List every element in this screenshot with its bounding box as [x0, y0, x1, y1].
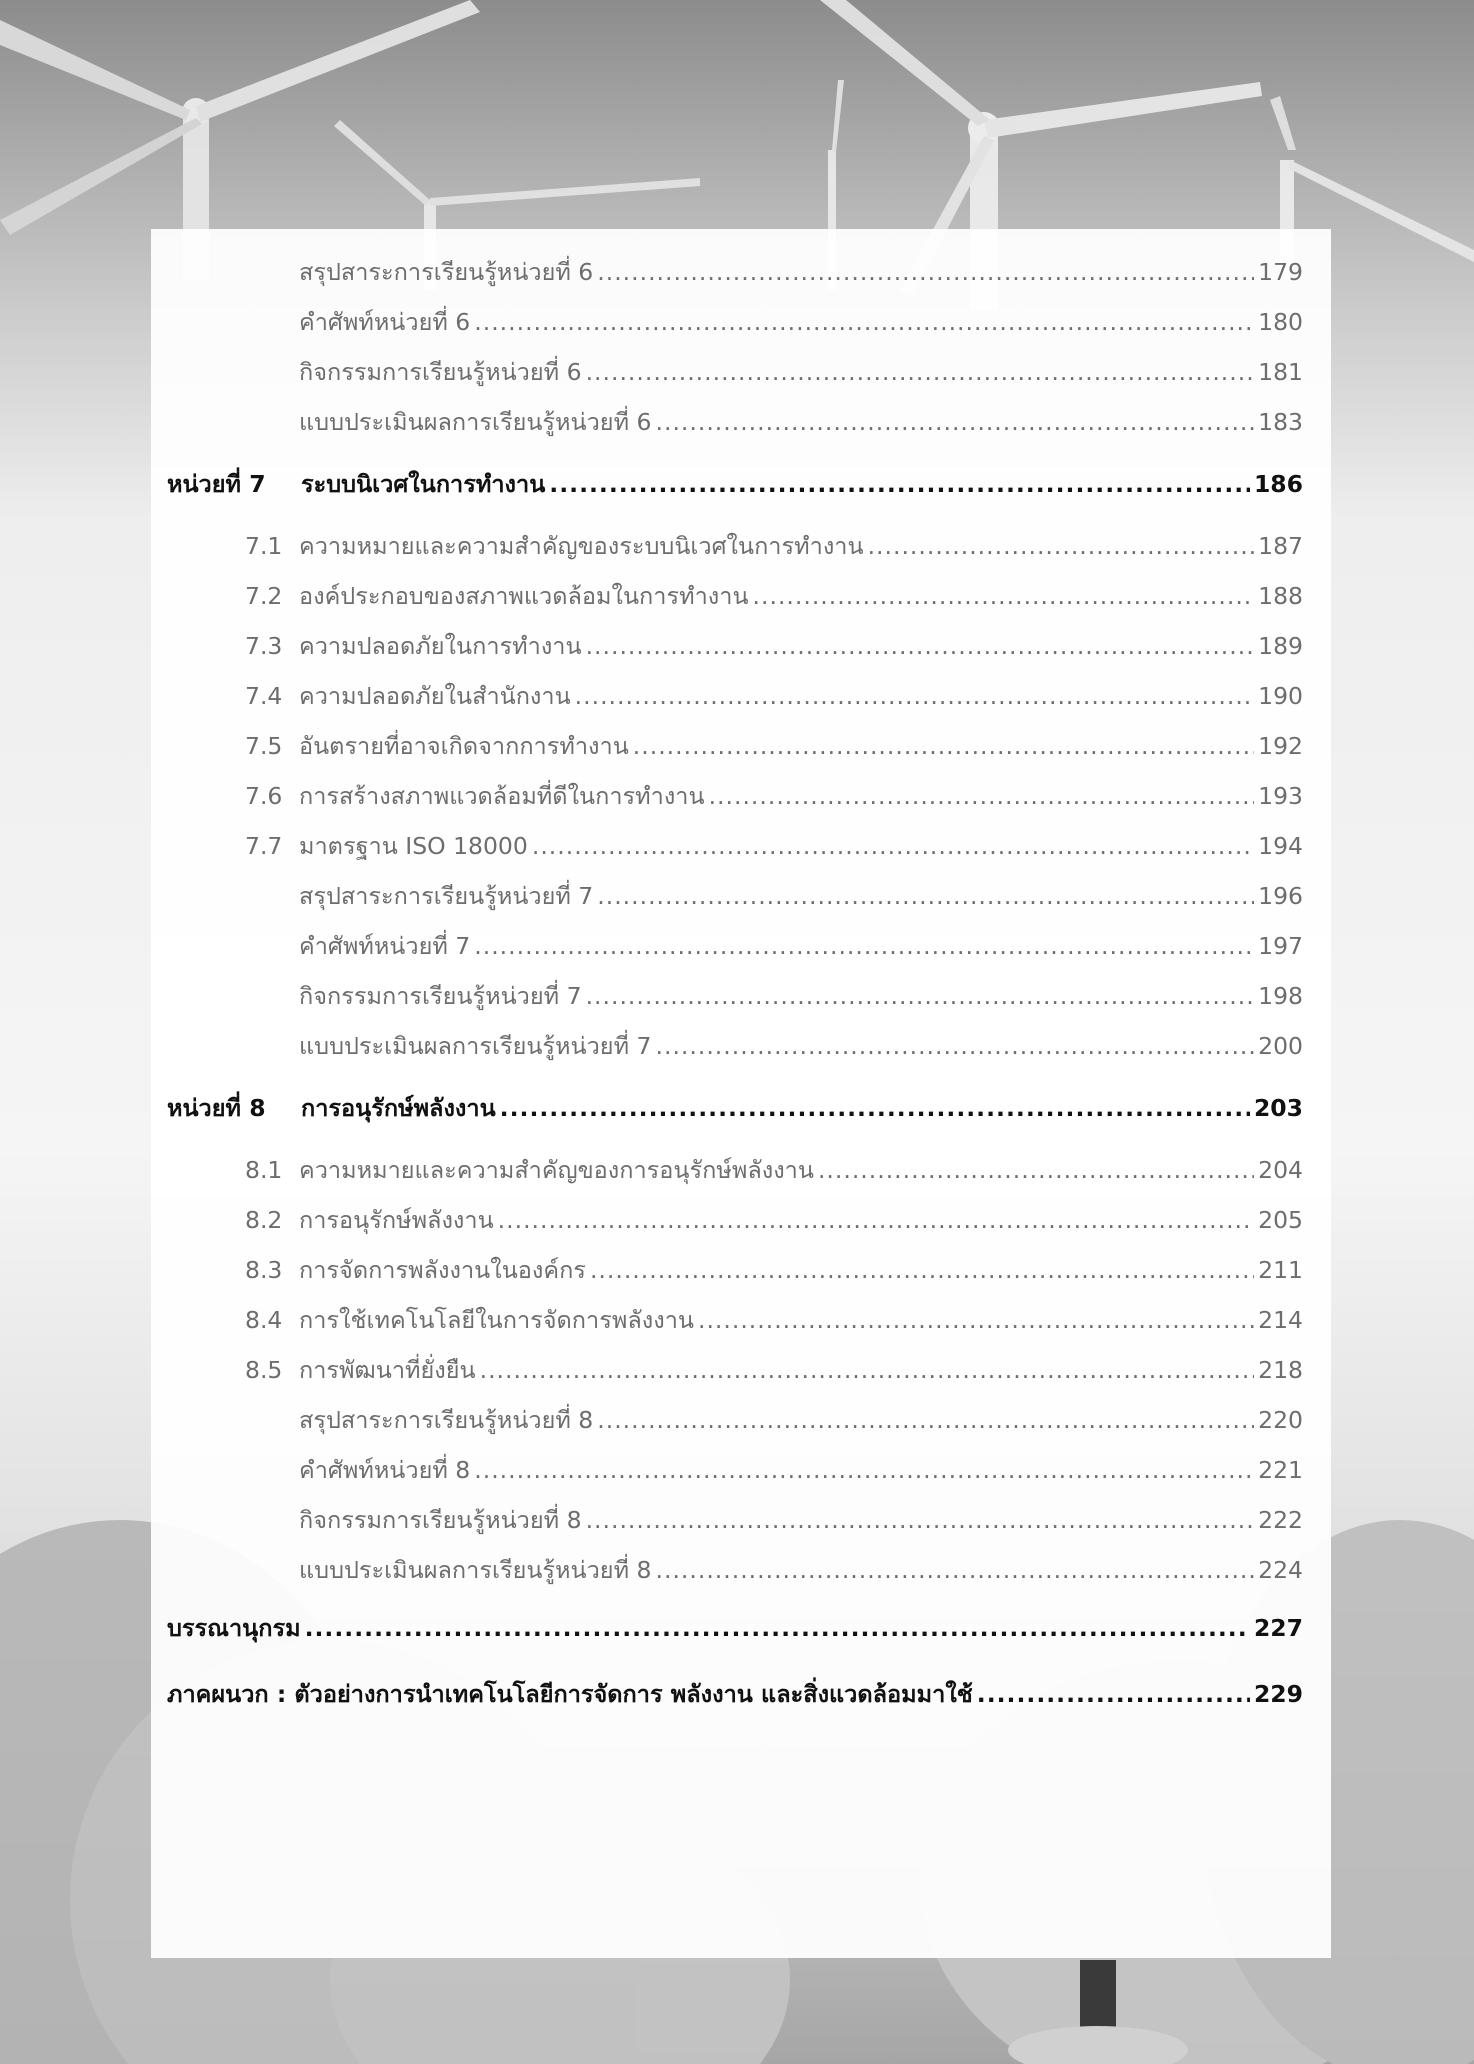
toc-page-number: 187: [1258, 532, 1303, 560]
toc-page-number: 183: [1258, 408, 1303, 436]
toc-page-number: 221: [1258, 1456, 1303, 1484]
toc-entry-title: สรุปสาระการเรียนรู้หน่วยที่ 7: [299, 882, 594, 910]
dot-leader: [590, 1245, 1254, 1295]
dot-leader: [498, 1195, 1254, 1245]
toc-entry[interactable]: [245, 1395, 1303, 1445]
toc-entry-title: สรุปสาระการเรียนรู้หน่วยที่ 6: [299, 258, 594, 286]
toc-entry[interactable]: [245, 921, 1303, 971]
toc-entry-title: การใช้เทคโนโลยีในการจัดการพลังงาน: [299, 1306, 694, 1334]
toc-page-number: 181: [1258, 358, 1303, 386]
toc-entry-title: สรุปสาระการเรียนรู้หน่วยที่ 8: [299, 1406, 594, 1434]
dot-leader: [656, 397, 1255, 447]
toc-page-number: 179: [1258, 258, 1303, 286]
dot-leader: [474, 921, 1254, 971]
toc-entry[interactable]: [245, 1345, 1303, 1395]
toc-entry-title: กิจกรรมการเรียนรู้หน่วยที่ 6: [299, 358, 582, 386]
toc-entry-number: 8.4: [245, 1306, 283, 1334]
toc-entry[interactable]: [245, 521, 1303, 571]
toc-page-number: 193: [1258, 782, 1303, 810]
toc-entry-number: 7.2: [245, 582, 283, 610]
toc-entry-title: การสร้างสภาพแวดล้อมที่ดีในการทำงาน: [299, 782, 705, 810]
toc-entry-title: คำศัพท์หน่วยที่ 7: [299, 932, 471, 960]
toc-entry[interactable]: [245, 1145, 1303, 1195]
dot-leader: [480, 1345, 1255, 1395]
dot-leader: [597, 871, 1254, 921]
toc-entry-title: แบบประเมินผลการเรียนรู้หน่วยที่ 7: [299, 1032, 652, 1060]
toc-entry[interactable]: [245, 1195, 1303, 1245]
toc-entry-title: ความหมายและความสำคัญของการอนุรักษ์พลังงาน: [299, 1156, 814, 1184]
toc-entry-title: ความปลอดภัยในสำนักงาน: [299, 682, 571, 710]
dot-leader: [709, 771, 1255, 821]
toc-page-number: 214: [1258, 1306, 1303, 1334]
dot-leader: [868, 521, 1255, 571]
dot-leader: [305, 1595, 1250, 1661]
toc-entry[interactable]: [245, 1495, 1303, 1545]
toc-entry-title: ภาคผนวก : ตัวอย่างการนำเทคโนโลยีการจัดการ พลังงาน และสิ่งแวดล้อมมาใช้: [167, 1680, 973, 1708]
dot-leader: [633, 721, 1254, 771]
toc-unit-heading[interactable]: [167, 1071, 1303, 1145]
toc-entry-number: 7.4: [245, 682, 283, 710]
toc-entry-title: การพัฒนาที่ยั่งยืน: [299, 1356, 476, 1384]
toc-page-number: 198: [1258, 982, 1303, 1010]
dot-leader: [532, 821, 1254, 871]
toc-page-number: 188: [1258, 582, 1303, 610]
toc-page-number: 200: [1258, 1032, 1303, 1060]
toc-entry-title: การอนุรักษ์พลังงาน: [301, 1094, 496, 1122]
dot-leader: [575, 671, 1254, 721]
toc-page-number: 218: [1258, 1356, 1303, 1384]
toc-entry-number: 8.5: [245, 1356, 283, 1384]
toc-page-number: 192: [1258, 732, 1303, 760]
toc-page-number: 196: [1258, 882, 1303, 910]
toc-entry-title: ความหมายและความสำคัญของระบบนิเวศในการทำงาน: [299, 532, 864, 560]
toc-entry[interactable]: [245, 1295, 1303, 1345]
toc-entry-number: หน่วยที่ 7: [167, 470, 266, 498]
dot-leader: [500, 1071, 1250, 1145]
toc-entry-number: 7.7: [245, 832, 283, 860]
toc-entry-title: กิจกรรมการเรียนรู้หน่วยที่ 7: [299, 982, 582, 1010]
toc-entry[interactable]: [245, 771, 1303, 821]
toc-entry-title: ระบบนิเวศในการทำงาน: [301, 470, 546, 498]
toc-entry-title: แบบประเมินผลการเรียนรู้หน่วยที่ 8: [299, 1556, 652, 1584]
toc-entry[interactable]: [245, 721, 1303, 771]
toc-entry-title: การอนุรักษ์พลังงาน: [299, 1206, 494, 1234]
toc-entry-number: 7.1: [245, 532, 283, 560]
toc-unit-heading[interactable]: [167, 447, 1303, 521]
dot-leader: [753, 571, 1255, 621]
dot-leader: [977, 1661, 1250, 1727]
toc-page-number: 186: [1253, 470, 1303, 498]
toc-page-number: 194: [1258, 832, 1303, 860]
toc-entry-number: 8.3: [245, 1256, 283, 1284]
toc-entry[interactable]: [245, 397, 1303, 447]
toc-entry-number: 8.1: [245, 1156, 283, 1184]
dot-leader: [656, 1545, 1255, 1595]
table-of-contents-panel: [151, 229, 1331, 1958]
toc-entry[interactable]: [245, 297, 1303, 347]
dot-leader: [474, 297, 1254, 347]
toc-backmatter-entry[interactable]: [167, 1661, 1303, 1727]
dot-leader: [586, 971, 1255, 1021]
toc-page-number: 220: [1258, 1406, 1303, 1434]
toc-entry[interactable]: [245, 621, 1303, 671]
toc-page-number: 211: [1258, 1256, 1303, 1284]
toc-entry-number: 7.3: [245, 632, 283, 660]
toc-entry-title: มาตรฐาน ISO 18000: [299, 832, 528, 860]
toc-entry[interactable]: [245, 571, 1303, 621]
toc-page-number: 222: [1258, 1506, 1303, 1534]
toc-entry[interactable]: [245, 1245, 1303, 1295]
toc-entry-title: อันตรายที่อาจเกิดจากการทำงาน: [299, 732, 629, 760]
toc-entry-number: 7.5: [245, 732, 283, 760]
toc-entry[interactable]: [245, 1021, 1303, 1071]
toc-entry[interactable]: [245, 971, 1303, 1021]
toc-entry[interactable]: [245, 871, 1303, 921]
toc-entry-title: องค์ประกอบของสภาพแวดล้อมในการทำงาน: [299, 582, 749, 610]
toc-page-number: 227: [1253, 1614, 1303, 1642]
toc-page-number: 204: [1258, 1156, 1303, 1184]
toc-page-number: 197: [1258, 932, 1303, 960]
dot-leader: [549, 447, 1250, 521]
dot-leader: [656, 1021, 1255, 1071]
toc-page-number: 229: [1253, 1680, 1303, 1708]
toc-entry-title: บรรณานุกรม: [167, 1614, 301, 1642]
toc-entry-number: 7.6: [245, 782, 283, 810]
toc-entry[interactable]: [245, 1545, 1303, 1595]
toc-entry-title: กิจกรรมการเรียนรู้หน่วยที่ 8: [299, 1506, 582, 1534]
toc-page-number: 189: [1258, 632, 1303, 660]
toc-page-number: 180: [1258, 308, 1303, 336]
toc-entry[interactable]: [245, 247, 1303, 297]
dot-leader: [597, 247, 1254, 297]
toc-list: [151, 247, 1331, 1727]
toc-page-number: 190: [1258, 682, 1303, 710]
dot-leader: [818, 1145, 1254, 1195]
toc-entry-title: ความปลอดภัยในการทำงาน: [299, 632, 582, 660]
dot-leader: [586, 1495, 1255, 1545]
toc-entry-title: คำศัพท์หน่วยที่ 8: [299, 1456, 471, 1484]
toc-backmatter-entry[interactable]: [167, 1595, 1303, 1661]
toc-entry[interactable]: [245, 821, 1303, 871]
toc-entry-title: การจัดการพลังงานในองค์กร: [299, 1256, 586, 1284]
toc-page-number: 203: [1253, 1094, 1303, 1122]
toc-entry-title: แบบประเมินผลการเรียนรู้หน่วยที่ 6: [299, 408, 652, 436]
dot-leader: [586, 621, 1255, 671]
toc-entry-number: 8.2: [245, 1206, 283, 1234]
toc-page-number: 205: [1258, 1206, 1303, 1234]
toc-entry[interactable]: [245, 671, 1303, 721]
dot-leader: [597, 1395, 1254, 1445]
dot-leader: [586, 347, 1255, 397]
toc-page-number: 224: [1258, 1556, 1303, 1584]
dot-leader: [474, 1445, 1254, 1495]
toc-entry[interactable]: [245, 347, 1303, 397]
dot-leader: [698, 1295, 1254, 1345]
toc-entry-number: หน่วยที่ 8: [167, 1094, 266, 1122]
toc-entry-title: คำศัพท์หน่วยที่ 6: [299, 308, 471, 336]
toc-entry[interactable]: [245, 1445, 1303, 1495]
